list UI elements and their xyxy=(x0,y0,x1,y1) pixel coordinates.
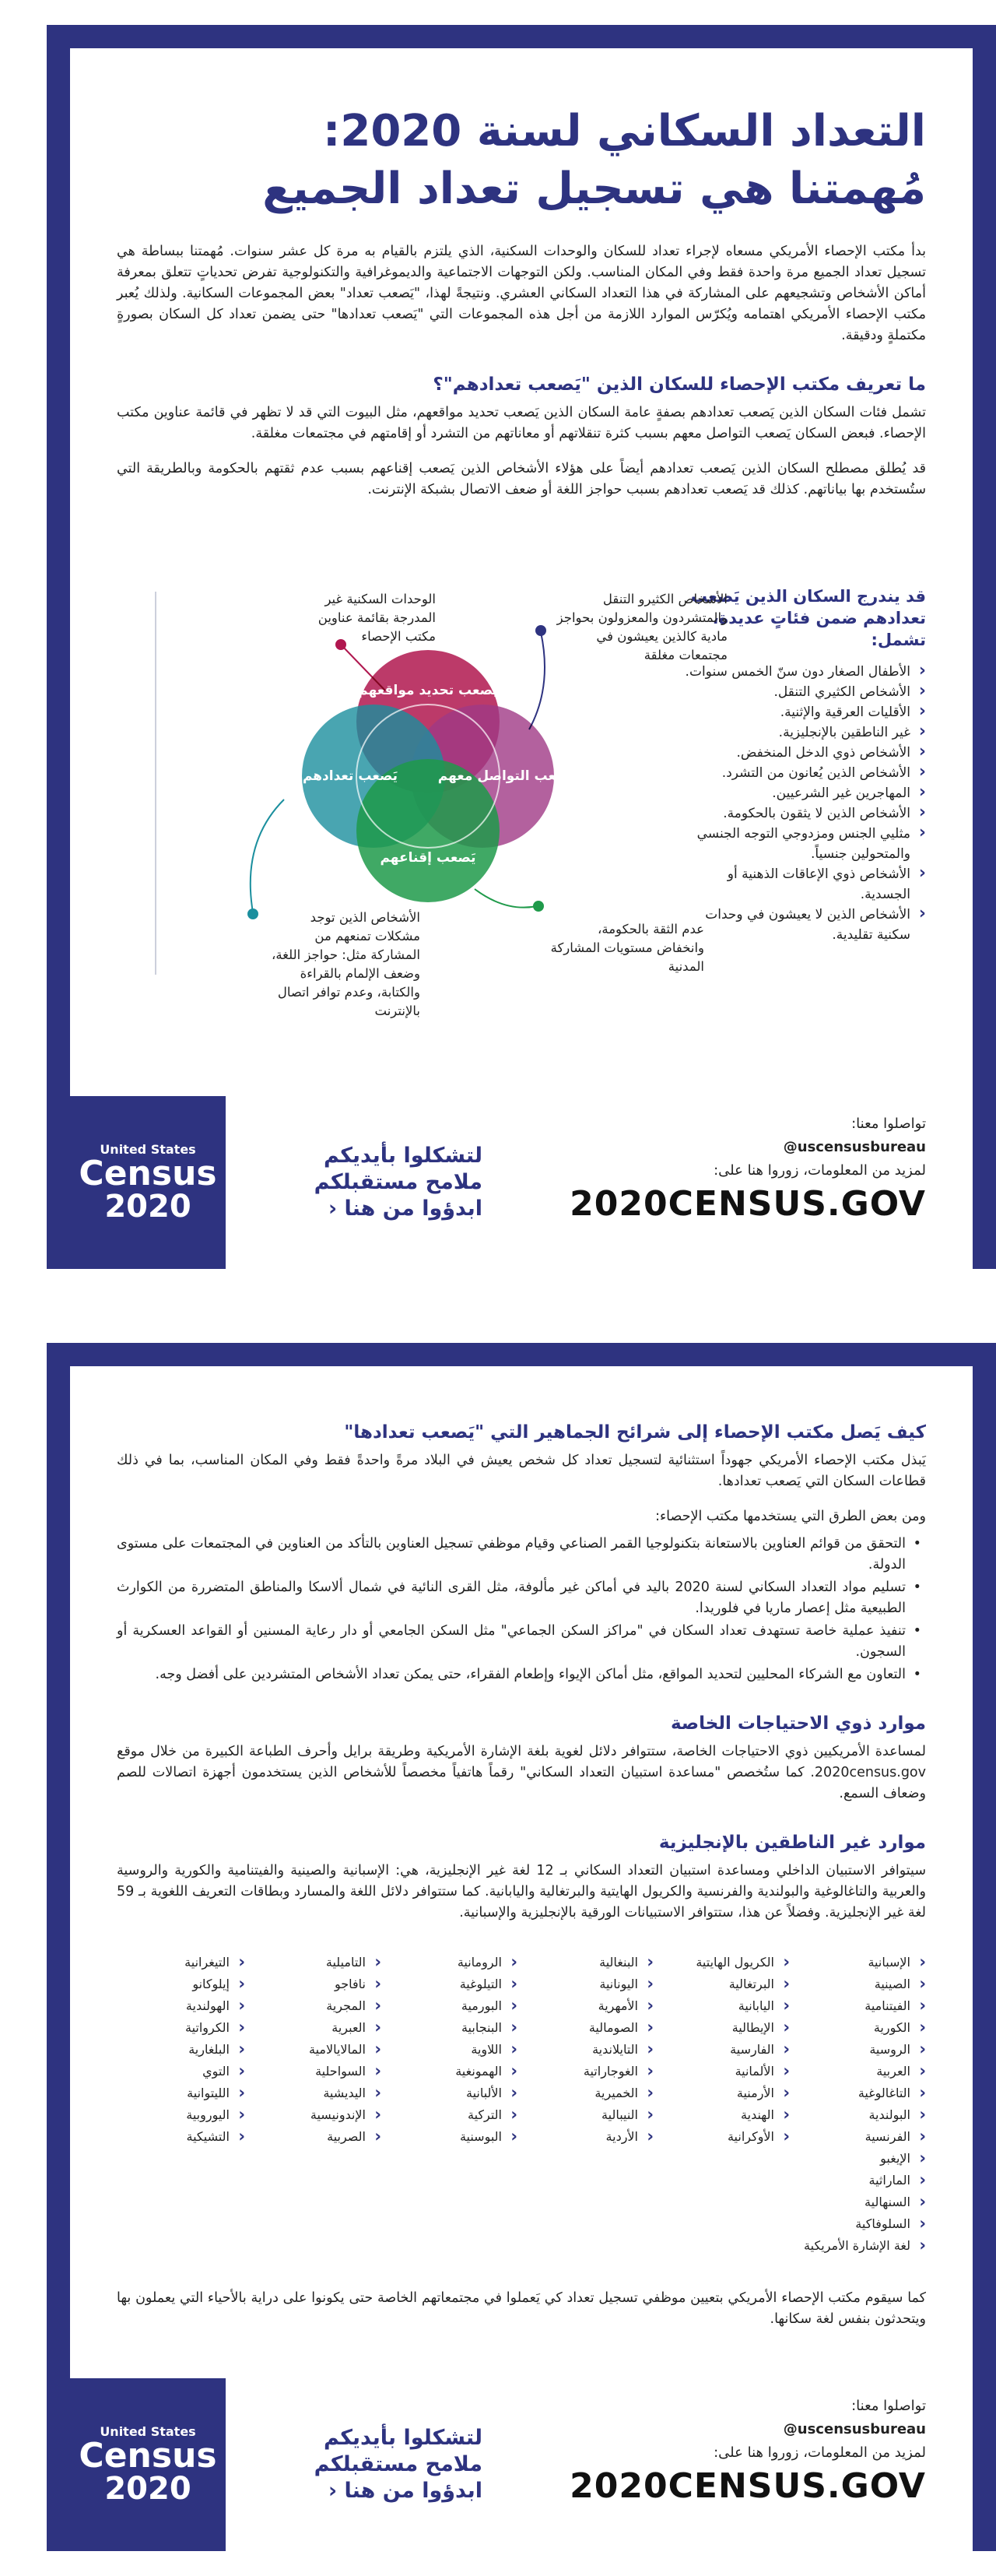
callout-persuade: عدم الثقة بالحكومة، وانخفاض مستويات المشاركة المدنية xyxy=(550,922,704,974)
headline-line-2: مُهمتنا هي تسجيل تعداد الجميع xyxy=(262,163,926,214)
languages-grid xyxy=(117,1952,926,2257)
language-item: ‹ الفارسية xyxy=(661,2039,790,2061)
language-item: ‹ الأرمنية xyxy=(661,2082,790,2104)
contact-label: تواصلوا معنا: xyxy=(851,1116,926,1132)
language-item: ‹ الصربية xyxy=(253,2126,381,2148)
language-item: ‹ السواحلية xyxy=(253,2061,381,2082)
methods-intro: ومن بعض الطرق التي يستخدمها مكتب الإحصاء: xyxy=(655,1509,926,1524)
language-item: ‹ العبرية xyxy=(253,2017,381,2039)
contact-block xyxy=(521,1112,926,1226)
language-item: ‹ الصينية xyxy=(798,1973,926,1995)
page2-content xyxy=(117,1421,926,2330)
page-title xyxy=(117,103,926,218)
list-item: ‹ الأشخاص الكثيري التنقل. xyxy=(677,682,926,702)
flyer-page-2 xyxy=(47,1343,996,2551)
language-item: ‹ الكرواتية xyxy=(117,2017,245,2039)
language-item: ‹ الكورية xyxy=(798,2017,926,2039)
headline-line-1: التعداد السكاني لسنة 2020: xyxy=(322,106,926,156)
venn-label-locate: يَصعب تحديد مواقعهم xyxy=(358,683,498,698)
language-column xyxy=(389,1952,517,2148)
contact-block xyxy=(521,2395,926,2508)
list-item: • التحقق من قوائم العناوين بالاستعانة بتكنولوجيا القمر الصناعي وقيام موظفي تسجيل العناوين بالتأكد من العناوين في المجتمعات على مستوى الدولة. xyxy=(117,1534,926,1576)
groups-title: قد يندرج السكان الذين يَصعب تعدادهم ضمن فئاتٍ عديدة، تشمل: xyxy=(690,587,926,649)
language-item: ‹ السلوفاكية xyxy=(798,2213,926,2235)
language-item: ‹ التيغرانية xyxy=(117,1952,245,1973)
language-column xyxy=(525,1952,654,2148)
closing-paragraph: كما سيقوم مكتب الإحصاء الأمريكي بتعيين موظفي تسجيل تعداد كي يَعملوا في مجتمعاتهم الخاصة حتى يكونوا على دراية بالأحياء التي يعملون بها ويتحدثون بنفس لغة سكانها. xyxy=(117,2290,926,2327)
connector-persuade xyxy=(475,889,537,908)
language-item: ‹ اليديشية xyxy=(253,2082,381,2104)
tagline[interactable] xyxy=(249,1143,482,1222)
language-item: ‹ اليوروبية xyxy=(117,2104,245,2126)
language-item: ‹ الفيتنامية xyxy=(798,1995,926,2017)
language-item: ‹ البنجابية xyxy=(389,2017,517,2039)
language-item: ‹ نافاجو xyxy=(253,1973,381,1995)
language-item: ‹ المجرية xyxy=(253,1995,381,2017)
footer xyxy=(70,2378,973,2551)
more-info-label: لمزيد من المعلومات، زوروا هنا على: xyxy=(714,2444,926,2461)
language-item: ‹ التيلوغية xyxy=(389,1973,517,1995)
tagline-line-2: ملامح مستقبلكم xyxy=(314,2452,482,2476)
section-title-accessibility: موارد ذوي الاحتياجات الخاصة xyxy=(670,1713,926,1734)
language-column xyxy=(661,1952,790,2148)
logo-year-text: 2020 xyxy=(104,1189,191,1225)
language-item: ‹ البرتغالية xyxy=(661,1973,790,1995)
section-title-languages: موارد غير الناطقين بالإنجليزية xyxy=(658,1833,926,1853)
language-item: ‹ التوي xyxy=(117,2061,245,2082)
language-item: ‹ الإسبانية xyxy=(798,1952,926,1973)
language-item: ‹ إيلوكانو xyxy=(117,1973,245,1995)
language-column xyxy=(117,1952,245,2148)
tagline-line-2: ملامح مستقبلكم xyxy=(314,1170,482,1194)
language-item: ‹ اليونانية xyxy=(525,1973,654,1995)
language-item: ‹ التاميلية xyxy=(253,1952,381,1973)
list-item: ‹ الأشخاص الذين لا يعيشون في وحدات سكنية تقليدية. xyxy=(677,905,926,945)
language-item: ‹ الهولندية xyxy=(117,1995,245,2017)
definition-paragraph-1: تشمل فئات السكان الذين يَصعب تعدادهم بصفةٍ عامة السكان الذين يَصعب تحديد مواقعهم، مثل البيوت التي قد لا تظهر في قائمة عناوين مكتب الإحصاء. فبعض السكان يَصعب التواصل معهم بسبب كثرة تنقلاتهم أو معاناتهم من التشرد أو إقامتهم في مجتمعات مغلقة. xyxy=(117,405,926,441)
list-item: ‹ المهاجرين غير الشرعيين. xyxy=(677,783,926,803)
venn-label-contact: يَصعب التواصل معهم xyxy=(437,768,574,784)
venn-diagram-area xyxy=(117,585,731,1018)
language-item: ‹ التايلاندية xyxy=(525,2039,654,2061)
list-item: ‹ الأقليات العرقية والإثنية. xyxy=(677,702,926,722)
languages-paragraph: سيتوافر الاستبيان الداخلي ومساعدة استبيان التعداد السكاني بـ 12 لغة غير الإنجليزية، هي: الإسبانية والصينية والفيتنامية والكورية والروسية والعربية والتاغالوغية والبولندية والفرنسية والكريول الهايتية والبرتغالية واليابانية. كما ستتوافر دلائل اللغة والمسارد وبطاقات التعريف اللغوية بـ 59 لغة غير الإنجليزية. وفضلاً عن هذا، ستتوافر الاستبيانات الورقية بالإنجليزية والإسبانية. xyxy=(117,1863,926,1921)
list-item: ‹ الأشخاص الذين لا يثقون بالحكومة. xyxy=(677,803,926,824)
list-item: ‹ الأطفال الصغار دون سنّ الخمس سنوات. xyxy=(677,662,926,682)
venn-label-persuade: يَصعب إقناعهم xyxy=(380,850,476,866)
language-item: ‹ البنغالية xyxy=(525,1952,654,1973)
social-handle-link[interactable]: @uscensusbureau xyxy=(783,2421,926,2437)
census-logo xyxy=(70,2378,226,2551)
language-item: ‹ الألبانية xyxy=(389,2082,517,2104)
footer xyxy=(70,1096,973,1269)
language-item: ‹ الإندونيسية xyxy=(253,2104,381,2126)
page1-content xyxy=(117,48,926,501)
language-item: ‹ الغوجاراتية xyxy=(525,2061,654,2082)
more-info-label: لمزيد من المعلومات، زوروا هنا على: xyxy=(714,1162,926,1179)
language-item: ‹ الروسية xyxy=(798,2039,926,2061)
language-item: ‹ الأمهرية xyxy=(525,1995,654,2017)
language-item: ‹ المالايالامية xyxy=(253,2039,381,2061)
language-item: ‹ الألمانية xyxy=(661,2061,790,2082)
social-handle-link[interactable]: @uscensusbureau xyxy=(783,1139,926,1155)
language-item: ‹ الهندية xyxy=(661,2104,790,2126)
list-item: • التعاون مع الشركاء المحليين لتحديد المواقع، مثل أماكن الإيواء وإطعام الفقراء، حتى يمكن تعداد الأشخاص المتشردين على أفضل وجه. xyxy=(117,1664,926,1685)
list-item: ‹ غير الناطقين بالإنجليزية. xyxy=(677,722,926,743)
language-item: ‹ الأوكرانية xyxy=(661,2126,790,2148)
connector-dot-persuade xyxy=(533,901,544,912)
language-item: ‹ اللاوية xyxy=(389,2039,517,2061)
tagline-line-1: لتشكلوا بأيديكم xyxy=(324,1144,482,1168)
census-logo xyxy=(70,1096,226,1269)
language-item: ‹ الكريول الهايتية xyxy=(661,1952,790,1973)
list-item: ‹ مثليي الجنس ومزدوجي التوجه الجنسي والمتحولين جنسياً. xyxy=(677,824,926,864)
definition-paragraph-2: قد يُطلق مصطلح السكان الذين يَصعب تعدادهم أيضاً على هؤلاء الأشخاص الذين يَصعب إقناعهم بسبب عدم ثقتهم بالحكومة وبالطريقة التي ستُستخدم بها بياناتهم. كذلك قد يَصعب تعدادهم بسبب حواجز اللغة أو ضعف الاتصال بشبكة الإنترنت. xyxy=(117,461,926,497)
language-item: ‹ التركية xyxy=(389,2104,517,2126)
venn-label-count: يَصعب تعدادهم xyxy=(302,768,398,784)
list-item: • تسليم مواد التعداد السكاني لسنة 2020 باليد في أماكن غير مألوفة، مثل القرى النائية في شمال ألاسكا والمناطق المتضررة من الكوارث الطبيعية مثل إعصار ماريا في فلوريدا. xyxy=(117,1577,926,1619)
language-item: ‹ الإيغبو xyxy=(798,2148,926,2170)
logo-year-text: 2020 xyxy=(104,2471,191,2507)
language-item: ‹ الرومانية xyxy=(389,1952,517,1973)
language-column xyxy=(253,1952,381,2148)
language-item: ‹ الخميرية xyxy=(525,2082,654,2104)
website-link[interactable]: 2020CENSUS.GOV xyxy=(570,1184,926,1224)
methods-list xyxy=(117,1534,926,1685)
language-item: ‹ النيبالية xyxy=(525,2104,654,2126)
connector-count xyxy=(251,800,284,912)
language-item: ‹ البوسنية xyxy=(389,2126,517,2148)
language-item: ‹ العربية xyxy=(798,2061,926,2082)
language-item: ‹ الهمونغية xyxy=(389,2061,517,2082)
tagline-line-1: لتشكلوا بأيديكم xyxy=(324,2426,482,2450)
language-column xyxy=(798,2148,926,2257)
callout-contact: الأشخاص الكثيرو التنقل والمتشردون والمعزولون بحواجز مادية كالذين يعيشون في مجتمعات مغلقة xyxy=(556,592,728,662)
connector-contact xyxy=(529,632,545,729)
language-item: ‹ البلغارية xyxy=(117,2039,245,2061)
tagline[interactable] xyxy=(249,2425,482,2504)
tagline-line-3: ابدؤوا من هنا ‹ xyxy=(328,1197,482,1221)
logo-census-text: Census xyxy=(79,1154,217,1193)
language-item: ‹ اليابانية xyxy=(661,1995,790,2017)
language-item: ‹ البورمية xyxy=(389,1995,517,2017)
diagram-section xyxy=(117,585,926,1021)
language-item: ‹ الإيطالية xyxy=(661,2017,790,2039)
section-title-outreach: كيف يَصل مكتب الإحصاء إلى شرائح الجماهير التي "يَصعب تعدادها" xyxy=(344,1422,926,1443)
language-item: ‹ السنهالية xyxy=(798,2191,926,2213)
language-item: ‹ الصومالية xyxy=(525,2017,654,2039)
outreach-paragraph: يَبذل مكتب الإحصاء الأمريكي جهوداً استثنائية لتسجيل تعداد كل شخص يعيش في البلاد مرةً واحدةً فقط وفي المكان المناسب، بما في ذلك قطاعات السكان التي يَصعب تعدادها. xyxy=(117,1453,926,1489)
list-item: ‹ الأشخاص ذوي الدخل المنخفض. xyxy=(677,743,926,763)
callout-locate: الوحدات السكنية غير المدرجة بقائمة عناوين مكتب الإحصاء xyxy=(317,592,436,644)
contact-label: تواصلوا معنا: xyxy=(851,2398,926,2414)
callout-count: الأشخاص الذين توجد مشكلات تمنعهم من المشاركة مثل: حواجز اللغة، وضعف الإلمام بالقراءة والكتابة، وعدم توافر اتصال بالإنترنت xyxy=(272,910,420,1018)
list-item: • تنفيذ عملية خاصة تستهدف تعداد السكان في "مراكز السكن الجماعي" مثل السكن الجامعي أو دار رعاية المسنين أو القواعد العسكرية أو السجون. xyxy=(117,1621,926,1663)
intro-paragraph: بدأ مكتب الإحصاء الأمريكي مسعاه لإجراء تعداد للسكان والوحدات السكنية، الذي يلتزم بالقيام به مرة كل عشر سنوات. مُهمتنا ببساطة هي تسجيل تعداد الجميع مرة واحدة فقط وفي المكان المناسب. ولكن التوجهات الاجتماعية والديموغرافية والتكنولوجية تفرض تحدياتٍ تتعلق بمعرفة أماكن الأشخاص وتشجيعهم على المشاركة في هذا التعداد السكاني العشري. ونتيجةً لهذا، "يَصعب تعداد" بعض المجموعات السكانية. ولذلك يُعبر مكتب الإحصاء الأمريكي اهتمامه ويُكرّس الموارد اللازمة من أجل هذه المجموعات التي "يَصعب تعدادها" حتى يضمن تعداد كل السكان بصورةٍ مكتملةٍ ودقيقة. xyxy=(117,244,926,343)
language-column xyxy=(798,1952,926,2148)
language-item: ‹ لغة الإشارة الأمريكية xyxy=(798,2235,926,2257)
language-item: ‹ الليتوانية xyxy=(117,2082,245,2104)
logo-us-text: United States xyxy=(100,2424,196,2439)
language-item: ‹ الأردية xyxy=(525,2126,654,2148)
accessibility-paragraph: لمساعدة الأمريكيين ذوي الاحتياجات الخاصة، ستتوافر دلائل لغوية بلغة الإشارة الأمريكية وطريقة برايل وأحرف الطباعة الكبيرة من خلال موقع 2020census.gov. كما ستُخصص "مساعدة استبيان التعداد السكاني" رقماً هاتفياً مخصصاً للأشخاص الذين يستخدمون أجهزة اتصالات للصم وضعاف السمع. xyxy=(117,1744,926,1801)
language-item: ‹ التاغالوغية xyxy=(798,2082,926,2104)
language-item: ‹ التشيكية xyxy=(117,2126,245,2148)
tagline-line-3: ابدؤوا من هنا ‹ xyxy=(328,2479,482,2503)
list-item: ‹ الأشخاص ذوي الإعاقات الذهنية أو الجسدية. xyxy=(677,864,926,905)
language-item: ‹ الماراثية xyxy=(798,2170,926,2191)
list-item: ‹ الأشخاص الذين يُعانون من التشرد. xyxy=(677,763,926,783)
website-link[interactable]: 2020CENSUS.GOV xyxy=(570,2466,926,2506)
logo-census-text: Census xyxy=(79,2436,217,2476)
language-item: ‹ البولندية xyxy=(798,2104,926,2126)
flyer-page-1 xyxy=(47,25,996,1269)
language-item: ‹ الفرنسية xyxy=(798,2126,926,2148)
logo-us-text: United States xyxy=(100,1142,196,1157)
section-title-definition: ما تعريف مكتب الإحصاء للسكان الذين "يَصعب تعدادهم"؟ xyxy=(433,374,926,395)
connector-dot-count xyxy=(247,908,258,919)
